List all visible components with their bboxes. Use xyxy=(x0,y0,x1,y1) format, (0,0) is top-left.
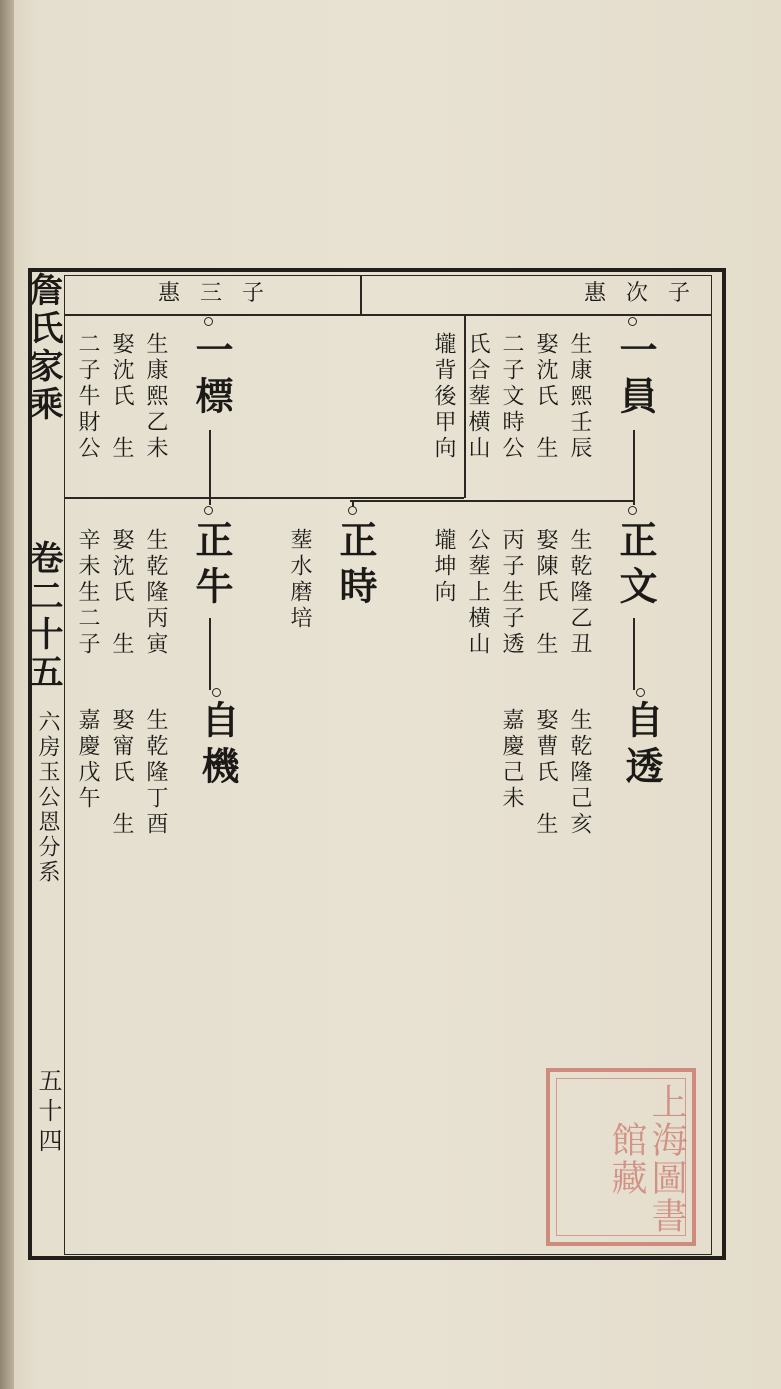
library-seal-stamp xyxy=(546,1068,696,1246)
yiyuan-note-2: 娶沈氏 生 xyxy=(533,332,558,462)
person-zhengwen: 正文 xyxy=(613,520,658,612)
header-right: 惠次子 xyxy=(584,281,711,306)
header-left: 惠三子 xyxy=(158,281,285,306)
zhengwen-note-1: 生乾隆乙丑 xyxy=(567,528,592,658)
gen1-box-bottom xyxy=(64,497,464,499)
yiyuan-note-5: 壠背後甲向 xyxy=(431,332,456,462)
ziji-note-1: 生乾隆丁酉 xyxy=(143,708,168,838)
zhengshi-note-1: 塟水磨培 xyxy=(287,528,312,632)
zitou-note-1: 生乾隆己亥 xyxy=(567,708,592,838)
volume-label: 卷二十五 xyxy=(23,540,63,692)
person-zitou: 自透 xyxy=(619,700,664,792)
node-circle xyxy=(348,506,357,515)
zhengniu-note-1: 生乾隆丙寅 xyxy=(143,528,168,658)
seal-text: 上海圖書館藏 xyxy=(606,1083,687,1235)
person-zhengniu: 正牛 xyxy=(189,520,234,612)
page-number: 五十四 xyxy=(34,1068,62,1158)
book-title: 詹氏家乘 xyxy=(23,272,63,424)
zitou-note-2: 娶曹氏 生 xyxy=(533,708,558,838)
node-circle xyxy=(636,688,645,697)
book-spine-edge xyxy=(0,0,14,1389)
zitou-note-3: 嘉慶己未 xyxy=(499,708,524,812)
ziji-note-2: 娶甯氏 生 xyxy=(109,708,134,838)
lineage-link xyxy=(633,618,635,690)
lineage-link xyxy=(209,618,211,690)
header-separator xyxy=(360,275,362,315)
zhengniu-note-2: 娶沈氏 生 xyxy=(109,528,134,658)
zhengwen-note-3: 丙子生子透 xyxy=(499,528,524,658)
zhengwen-note-4: 公塟上横山 xyxy=(465,528,490,658)
node-circle xyxy=(628,506,637,515)
yibiao-note-3: 二子牛財公 xyxy=(75,332,100,462)
sons-connector xyxy=(350,500,634,502)
yibiao-note-1: 生康熙乙未 xyxy=(143,332,168,462)
person-ziji: 自機 xyxy=(195,700,240,792)
zhengniu-note-3: 辛未生二子 xyxy=(75,528,100,658)
node-circle xyxy=(204,317,213,326)
node-circle xyxy=(212,688,221,697)
ziji-note-3: 嘉慶戊午 xyxy=(75,708,100,812)
lineage-link xyxy=(209,430,211,505)
zhengwen-note-2: 娶陳氏 生 xyxy=(533,528,558,658)
node-circle xyxy=(628,317,637,326)
person-zhengshi: 正時 xyxy=(333,520,378,612)
yiyuan-note-3: 二子文時公 xyxy=(499,332,524,462)
node-circle xyxy=(204,506,213,515)
yiyuan-note-1: 生康熙壬辰 xyxy=(567,332,592,462)
person-yiyuan: 一員 xyxy=(613,330,658,422)
header-divider xyxy=(64,314,712,316)
yiyuan-note-4: 氏合塟横山 xyxy=(465,332,490,462)
lineage-link xyxy=(633,430,635,505)
person-yibiao: 一標 xyxy=(189,330,234,422)
yibiao-note-2: 娶沈氏 生 xyxy=(109,332,134,462)
zhengwen-note-5: 壠坤向 xyxy=(431,528,456,606)
branch-line: 六房玉公恩分系 xyxy=(35,710,60,885)
